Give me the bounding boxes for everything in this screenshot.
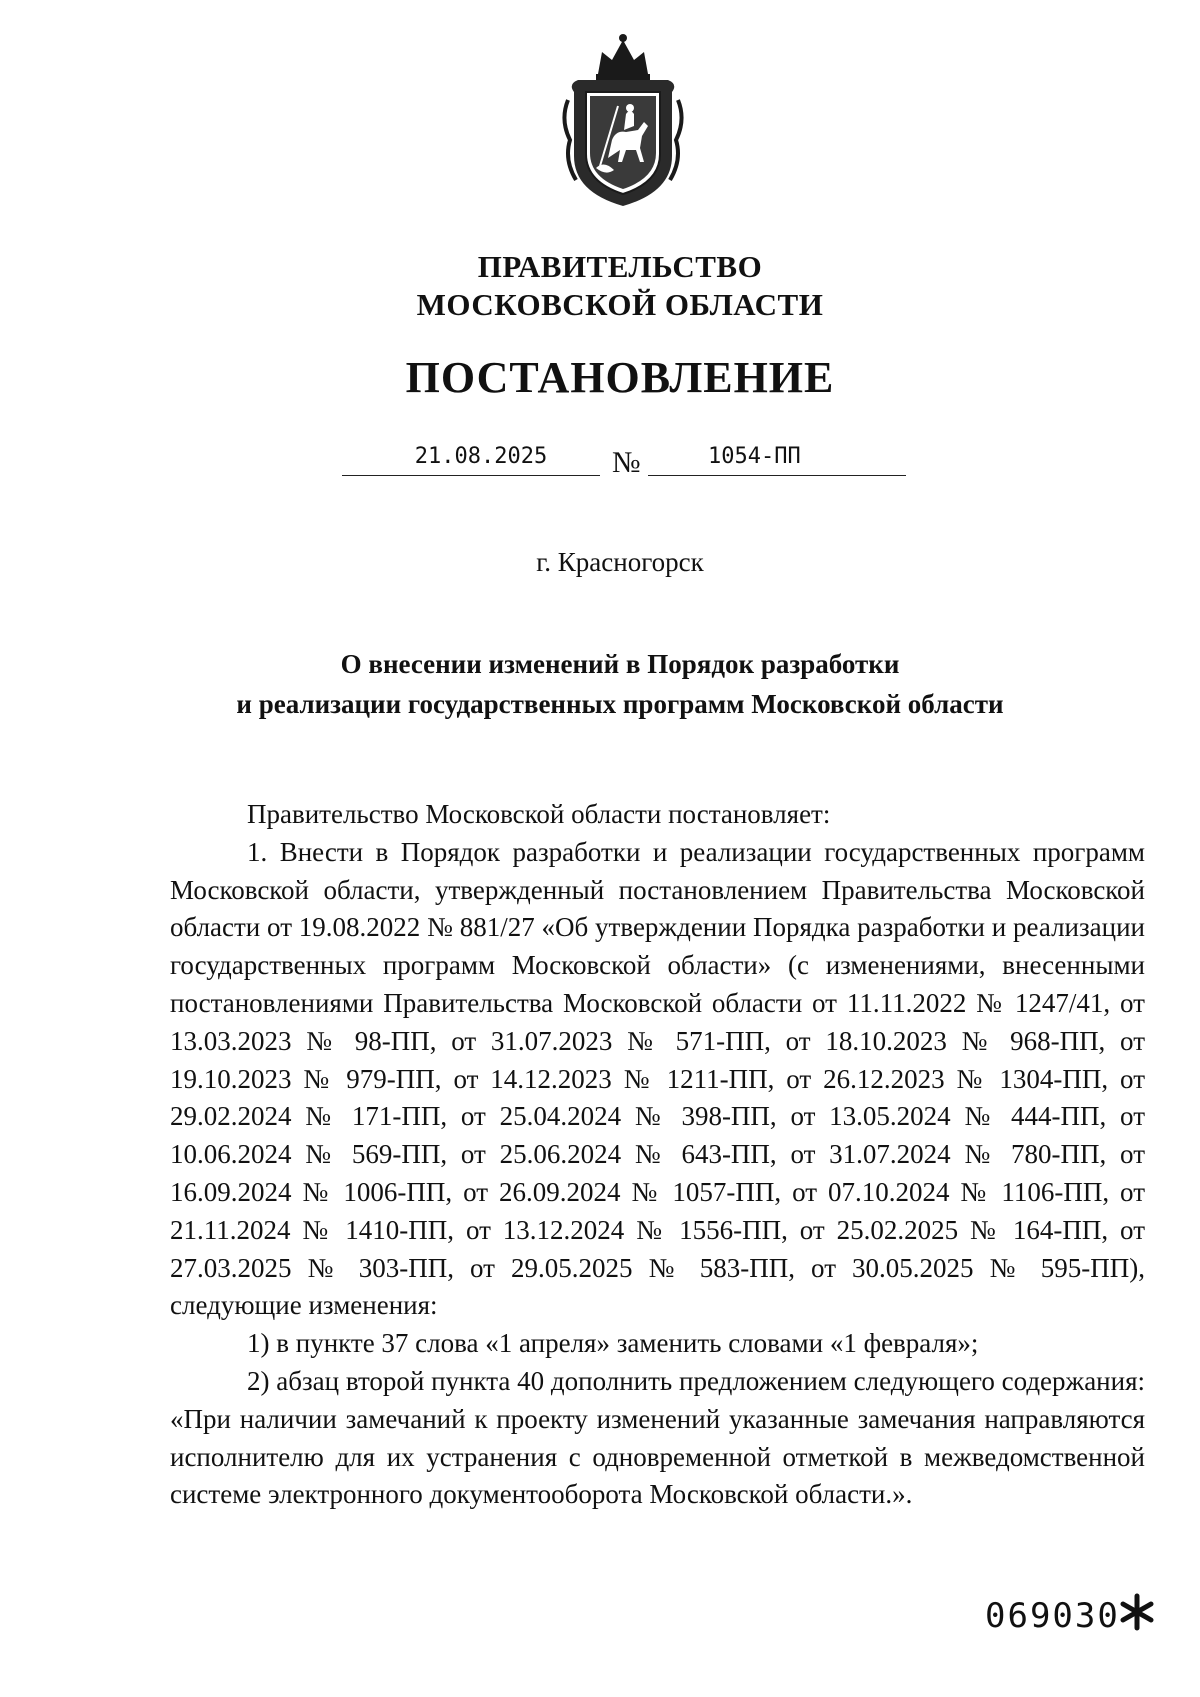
document-number: 1054-ПП bbox=[648, 442, 906, 476]
subject-line2: и реализации государственных программ Московской области bbox=[236, 689, 1004, 719]
body-paragraph: 1. Внести в Порядок разработки и реализации государственных программ Московской области, утвержденный постановлением Правительства Московской области от 19.08.2022 № 881/27 «Об утверждении Порядка разработки и реализации государственных программ Московской области» (с изменениями, внесенными постановлениями Правительства Московской области от 11.11.2022 № 1247/41, от 13.03.2023 № 98-ПП, от 31.07.2023 № 571-ПП, от 18.10.2023 № 968-ПП, от 19.10.2023 № 979-ПП, от 14.12.2023 № 1211-ПП, от 26.12.2023 № 1304-ПП, от 29.02.2024 № 171-ПП, от 25.04.2024 № 398-ПП, от 13.05.2024 № 444-ПП, от 10.06.2024 № 569-ПП, от 25.06.2024 № 643-ПП, от 31.07.2024 № 780-ПП, от 16.09.2024 № 1006-ПП, от 26.09.2024 № 1057-ПП, от 07.10.2024 № 1106-ПП, от 21.11.2024 № 1410-ПП, от 13.12.2024 № 1556-ПП, от 25.02.2025 № 164-ПП, от 27.03.2025 № 303-ПП, от 29.05.2025 № 583-ПП, от 30.05.2025 № 595-ПП), следующие изменения: bbox=[170, 836, 1145, 1321]
asterisk-icon bbox=[1117, 1592, 1157, 1632]
government-name-line1: ПРАВИТЕЛЬСТВО bbox=[477, 249, 763, 284]
city-of-issue: г. Красногорск bbox=[536, 547, 704, 577]
document-type-title: ПОСТАНОВЛЕНИЕ bbox=[405, 353, 835, 402]
document-date: 21.08.2025 bbox=[342, 442, 600, 476]
subject-line1: О внесении изменений в Порядок разработки bbox=[340, 649, 900, 679]
document-body bbox=[170, 796, 1145, 1514]
number-sign: № bbox=[612, 446, 641, 479]
serial-number: 069030 bbox=[985, 1596, 1120, 1636]
government-name-line2: МОСКОВСКОЙ ОБЛАСТИ bbox=[416, 287, 824, 322]
body-paragraph: 2) абзац второй пункта 40 дополнить предложением следующего содержания: «При наличии замечаний к проекту изменений указанные замечания направляются исполнителю для их устранения с одновременной отметкой в межведомственной системе электронного документооборота Московской области.». bbox=[170, 1365, 1145, 1510]
body-paragraph: Правительство Московской области постановляет: bbox=[247, 799, 831, 829]
document-subject bbox=[20, 644, 1200, 724]
body-paragraph: 1) в пункте 37 слова «1 апреля» заменить словами «1 февраля»; bbox=[247, 1328, 979, 1359]
coat-of-arms-icon bbox=[560, 30, 686, 208]
